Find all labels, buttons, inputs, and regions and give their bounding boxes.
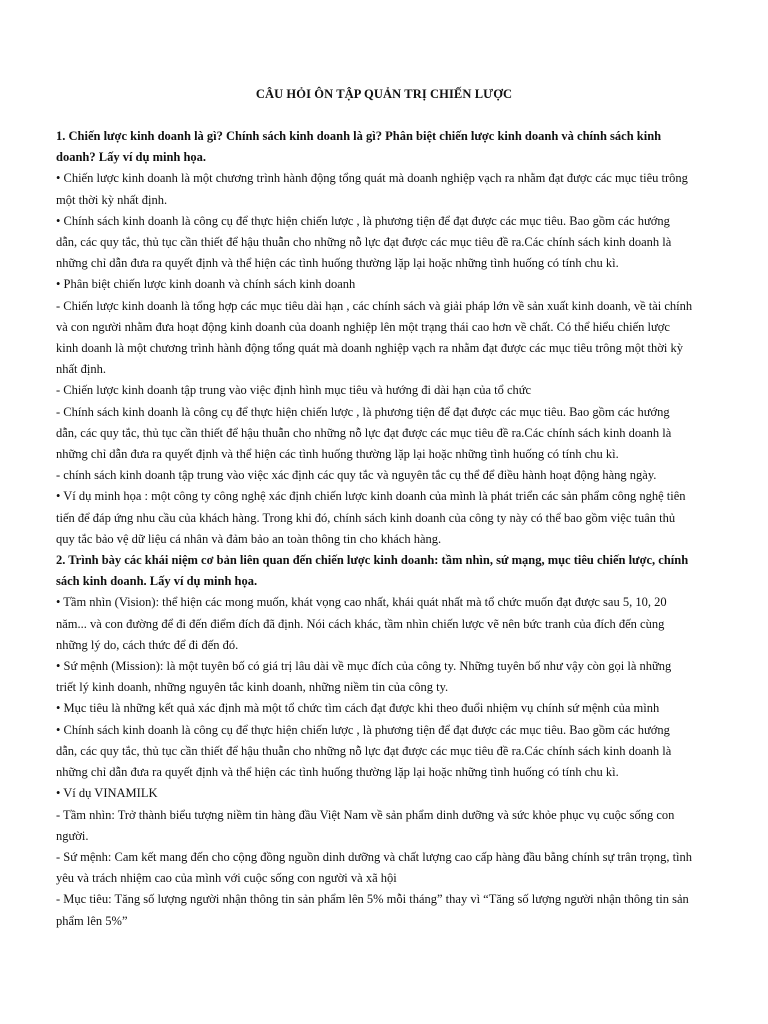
text-line: - Chính sách kinh doanh là công cụ để thực hiện chiến lược , là phương tiện để đạt được các mục tiêu. Bao gồm các hướng	[56, 404, 670, 419]
document-body	[56, 126, 712, 932]
question-heading-line: 2. Trình bày các khái niệm cơ bản liên quan đến chiến lược kinh doanh: tầm nhìn, sứ mạng, mục tiêu chiến lược, chính	[56, 553, 689, 568]
text-line: những lý do, cách thức để đi đến đó.	[56, 637, 239, 652]
text-line: - chính sách kinh doanh tập trung vào việc xác định các quy tắc và nguyên tắc cụ thể để điều hành hoạt động hàng ngày.	[56, 468, 657, 483]
text-line: những chỉ dẫn đưa ra quyết định và thể hiện các tình huống thường lặp lại hoặc những tình huống có tính chu kì.	[56, 765, 619, 780]
text-line: • Sứ mệnh (Mission): là một tuyên bố có giá trị lâu dài về mục đích của công ty. Những tuyên bố như vậy còn gọi là những	[56, 659, 672, 674]
text-line: - Mục tiêu: Tăng số lượng người nhận thông tin sản phẩm lên 5% mỗi tháng” thay vì “Tăng số lượng người nhận thông tin sản	[56, 892, 689, 907]
text-line: nhất định.	[56, 362, 106, 377]
text-line: dẫn, các quy tắc, thủ tục cần thiết để hậu thuẫn cho những nỗ lực đạt được các mục tiêu đề ra.Các chính sách kinh doanh là	[56, 235, 672, 250]
text-line: năm... và con đường để đi đến điểm đích đã định. Nói cách khác, tầm nhìn chiến lược vẽ nên bức tranh của đích đến cùng	[56, 616, 665, 631]
text-line: một thời kỳ nhất định.	[56, 192, 168, 207]
text-line: • Tầm nhìn (Vision): thể hiện các mong muốn, khát vọng cao nhất, khái quát nhất mà tổ chức muốn đạt được sau 5, 10, 20	[56, 595, 667, 610]
document-title: CÂU HỎI ÔN TẬP QUẢN TRỊ CHIẾN LƯỢC	[255, 87, 513, 101]
text-line: yêu và trách nhiệm cao của mình với cuộc sống con người và xã hội	[56, 871, 397, 886]
text-line: kinh doanh là một chương trình hành động tổng quát mà doanh nghiệp vạch ra nhằm đạt được các mục tiêu trông một thời kỳ	[56, 341, 683, 356]
text-line: quy tắc bảo vệ dữ liệu cá nhân và đảm bảo an toàn thông tin cho khách hàng.	[56, 531, 442, 546]
text-line: • Chính sách kinh doanh là công cụ để thực hiện chiến lược , là phương tiện để đạt được các mục tiêu. Bao gồm các hướng	[56, 722, 670, 737]
text-line: • Chiến lược kinh doanh là một chương trình hành động tổng quát mà doanh nghiệp vạch ra nhằm đạt được các mục tiêu trông	[56, 171, 688, 186]
text-line: người.	[56, 828, 89, 843]
text-line: những chỉ dẫn đưa ra quyết định và thể hiện các tình huống thường lặp lại hoặc những tình huống có tính chu kì.	[56, 447, 619, 462]
text-line: - Sứ mệnh: Cam kết mang đến cho cộng đồng nguồn dinh dưỡng và chất lượng cao cấp hàng đầu bằng chính sự trân trọng, tình	[56, 849, 693, 864]
text-line: dẫn, các quy tắc, thủ tục cần thiết để hậu thuẫn cho những nỗ lực đạt được các mục tiêu đề ra.Các chính sách kinh doanh là	[56, 743, 672, 758]
text-line: triết lý kinh doanh, những nguyên tắc kinh doanh, những niềm tin của công ty.	[56, 680, 449, 695]
question-heading-line: sách kinh doanh. Lấy ví dụ minh họa.	[56, 574, 258, 589]
text-line: • Ví dụ minh họa : một công ty công nghệ xác định chiến lược kinh doanh của mình là phát triển các sản phẩm công nghệ tiên	[56, 489, 686, 504]
text-line: - Tầm nhìn: Trở thành biểu tượng niềm tin hàng đầu Việt Nam về sản phẩm dinh dưỡng và sức khỏe phục vụ cuộc sống con	[56, 807, 675, 822]
text-line: • Chính sách kinh doanh là công cụ để thực hiện chiến lược , là phương tiện để đạt được các mục tiêu. Bao gồm các hướng	[56, 213, 670, 228]
text-line: • Ví dụ VINAMILK	[56, 786, 158, 801]
text-line: phẩm lên 5%”	[56, 913, 128, 928]
text-line: tiến để đáp ứng nhu cầu của khách hàng. Trong khi đó, chính sách kinh doanh của công ty này có thể bao gồm việc tuân thủ	[56, 510, 676, 525]
text-line: • Mục tiêu là những kết quả xác định mà một tổ chức tìm cách đạt được khi theo đuổi nhiệm vụ chính sứ mệnh của mình	[56, 701, 660, 716]
text-line: - Chiến lược kinh doanh tập trung vào việc định hình mục tiêu và hướng đi dài hạn của tổ chức	[56, 383, 532, 398]
text-line: những chỉ dẫn đưa ra quyết định và thể hiện các tình huống thường lặp lại hoặc những tình huống có tính chu kì.	[56, 256, 619, 271]
question-heading-line: 1. Chiến lược kinh doanh là gì? Chính sách kinh doanh là gì? Phân biệt chiến lược kinh doanh và chính sách kinh	[56, 129, 662, 143]
text-line: - Chiến lược kinh doanh là tổng hợp các mục tiêu dài hạn , các chính sách và giải pháp lớn về sản xuất kinh doanh, về tài chính	[56, 298, 693, 313]
text-line: • Phân biệt chiến lược kinh doanh và chính sách kinh doanh	[56, 277, 356, 292]
text-line: dẫn, các quy tắc, thủ tục cần thiết để hậu thuẫn cho những nỗ lực đạt được các mục tiêu đề ra.Các chính sách kinh doanh là	[56, 425, 672, 440]
question-heading-line: doanh? Lấy ví dụ minh họa.	[56, 150, 207, 165]
text-line: và con người nhằm đưa hoạt động kinh doanh của doanh nghiệp lên một trạng thái cao hơn về chất. Có thể hiểu chiến lược	[56, 319, 670, 334]
